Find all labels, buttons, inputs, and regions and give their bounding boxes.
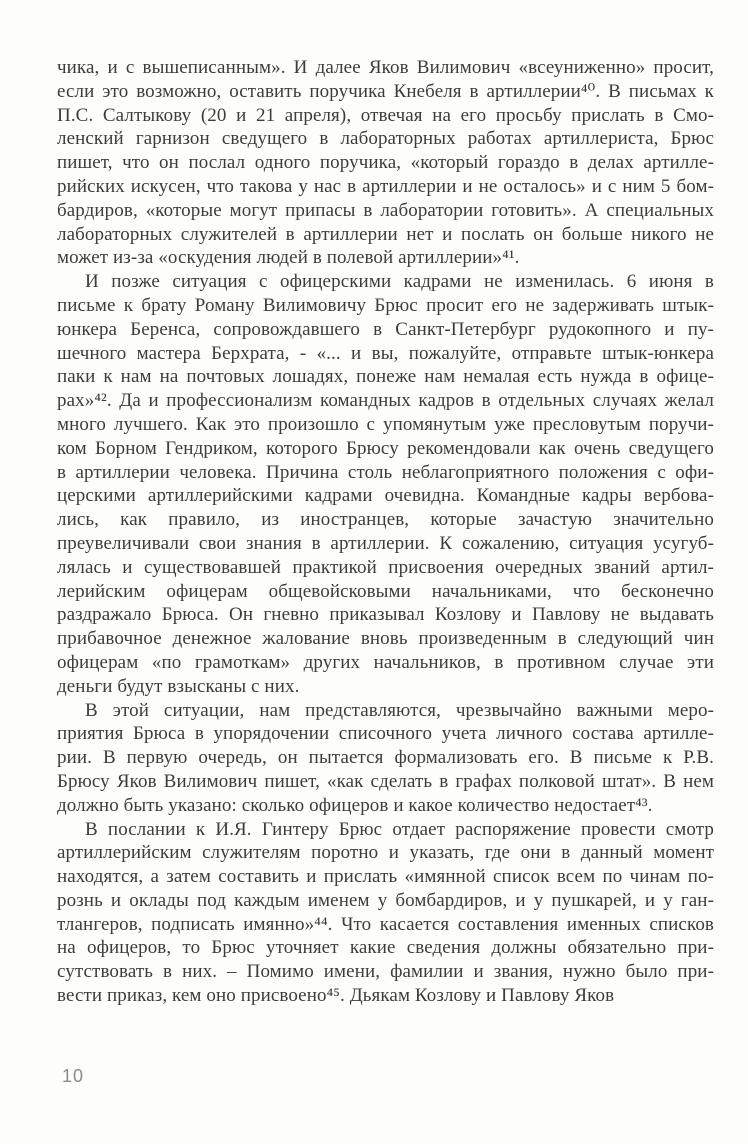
text-line: артиллерийским служителям поротно и указать, где они в данный момент [57,842,714,864]
text-line: паки к нам на почтовых лошадях, понеже нам немалая есть нужда в офице- [57,366,714,388]
page-number: 10 [62,1066,85,1086]
text-line: церскими артиллерийскими кадрами очевидна. Командные кадры вербова- [57,485,714,507]
paragraph [57,699,714,818]
text-line: В этой ситуации, нам представляются, чрезвычайно важными меро- [85,699,714,721]
paragraph [57,56,714,270]
text-line: много лучшего. Как это произошло с упомянутым уже пресловутым поручи- [57,413,714,435]
text-line: рии. В первую очередь, он пытается формализовать его. В письме к Р.В. [57,747,714,769]
text-line: рийских искусен, что такова у нас в артиллерии и не осталось» и с ним 5 бом- [57,175,714,197]
text-line: может из-за «оскудения людей в полевой артиллерии»⁴¹. [57,247,520,269]
text-line: В послании к И.Я. Гинтеру Брюс отдает распоряжение провести смотр [85,818,714,840]
paragraph [57,270,714,698]
text-line: лерийским офицерам общевойсковыми начальниками, что бесконечно [57,580,714,602]
text-line: ленский гарнизон сведущего в лабораторных работах артиллериста, Брюс [57,128,714,150]
text-line: П.С. Салтыкову (20 и 21 апреля), отвечая на его просьбу прислать в Смо- [57,104,714,126]
page-text [57,56,714,1008]
text-line: И позже ситуация с офицерскими кадрами не изменилась. 6 июня в [85,271,714,293]
text-line: раздражало Брюса. Он гневно приказывал Козлову и Павлову не выдавать [57,604,714,626]
text-line: шечного мастера Берхрата, - «... и вы, пожалуйте, отправьте штык-юнкера [57,342,714,364]
text-line: юнкера Беренса, сопровождавшего в Санкт-Петербург рудокопного и пу- [57,318,714,340]
text-line: пишет, что он послал одного поручика, «который гораздо в делах артилле- [57,152,714,174]
text-line: офицерам «по грамоткам» других начальников, в противном случае эти [57,651,714,673]
text-line: лись, как правило, из иностранцев, которые зачастую значительно [57,509,714,531]
text-line: вести приказ, кем оно присвоено⁴⁵. Дьякам Козлову и Павлову Яков [57,985,615,1007]
text-line: в артиллерии человека. Причина столь неблагоприятного положения с офи- [57,461,714,483]
text-line: ком Борном Гендриком, которого Брюсу рекомендовали как очень сведущего [57,437,714,459]
text-line: приятия Брюса в упорядочении списочного учета личного состава артилле- [57,723,714,745]
text-line: сутствовать в них. – Помимо имени, фамилии и звания, нужно было при- [57,961,714,983]
text-line: если это возможно, оставить поручика Кнебеля в артиллерии⁴⁰. В письмах к [57,80,714,102]
text-line: деньги будут взысканы с них. [57,675,300,697]
text-line: лабораторных служителей в артиллерии нет и послать он больше никого не [57,223,714,245]
text-line: бардиров, «которые могут припасы в лаборатории готовить». А специальных [57,199,714,221]
text-line: должно быть указано: сколько офицеров и какое количество недостает⁴³. [57,794,653,816]
text-line: рознь и оклады под каждым именем у бомбардиров, и у пушкарей, и у ган- [57,889,714,911]
text-line: на офицеров, то Брюс уточняет какие сведения должны обязательно при- [57,937,714,959]
text-line: чика, и с вышеписанным». И далее Яков Вилимович «всеуниженно» просит, [57,57,714,78]
paragraph [57,818,714,1008]
text-line: письме к брату Роману Вилимовичу Брюс просит его не задерживать штык- [57,294,714,316]
text-line: преувеличивали свои знания в артиллерии. К сожалению, ситуация усугуб- [57,532,714,554]
text-line: Брюсу Яков Вилимович пишет, «как сделать в графах полковой штат». В нем [57,770,714,792]
text-line: рах»⁴². Да и профессионализм командных кадров в отдельных случаях желал [57,390,714,412]
text-line: тлангеров, подписать имянно»⁴⁴. Что касается составления именных списков [57,913,714,935]
text-line: лялась и существовавшей практикой присвоения очередных званий артил- [57,556,714,578]
text-line: прибавочное денежное жалование вновь произведенным в следующий чин [57,628,714,650]
text-line: находятся, а затем составить и прислать «имянной список всем по чинам по- [57,866,714,888]
